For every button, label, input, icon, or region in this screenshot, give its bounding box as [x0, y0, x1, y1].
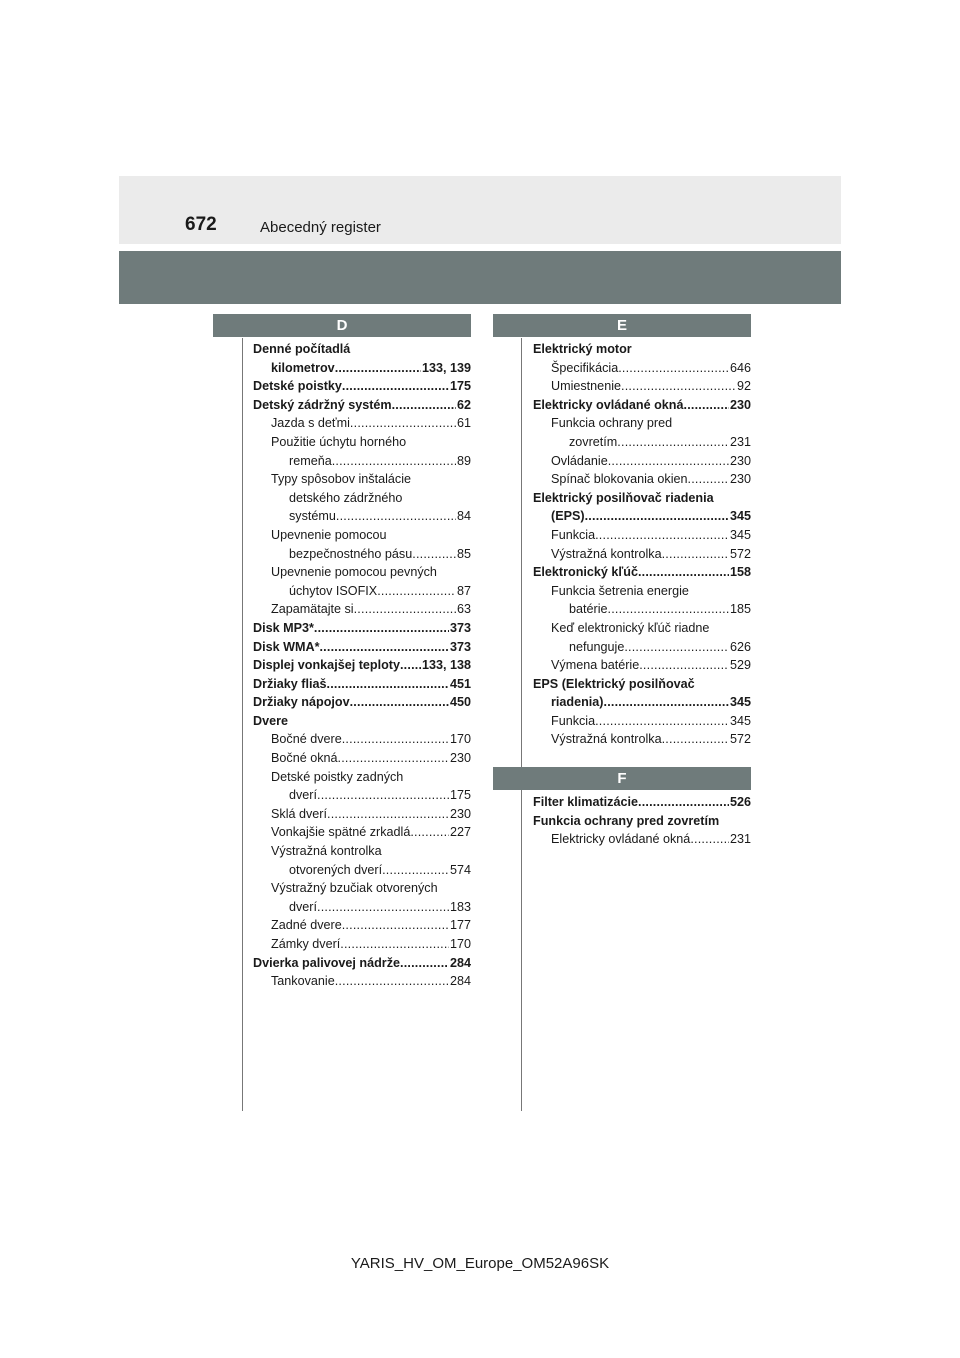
index-entry [253, 414, 471, 433]
entry-text: dverí [289, 788, 317, 803]
index-entry [533, 656, 751, 675]
entry-text: batérie [569, 602, 608, 617]
entry-text: Elektricky ovládané okná [551, 832, 691, 847]
dot-leader [604, 693, 729, 712]
dot-leader [684, 396, 729, 415]
entry-text: Dvere [253, 713, 289, 728]
dot-leader [400, 954, 449, 973]
index-entry [533, 340, 751, 359]
entry-text: Bočné dvere [271, 732, 342, 747]
index-entry [253, 898, 471, 917]
dot-leader [382, 861, 449, 880]
entry-text: úchytov ISOFIX [289, 583, 378, 598]
dot-leader [319, 638, 449, 657]
entry-text: otvorených dverí [289, 862, 383, 877]
entry-text: EPS (Elektrický posilňovač [533, 676, 695, 691]
dot-leader [342, 730, 449, 749]
document-code: YARIS_HV_OM_Europe_OM52A96SK [350, 1255, 610, 1272]
index-entry [253, 340, 471, 359]
index-entry [253, 526, 471, 545]
dot-leader [335, 972, 449, 991]
entry-page-number: 61 [456, 416, 471, 431]
dot-leader [595, 712, 729, 731]
index-entry [253, 359, 471, 378]
index-entry [253, 600, 471, 619]
index-entry [533, 793, 751, 812]
index-entry [533, 433, 751, 452]
dot-leader [327, 675, 449, 694]
entry-text: Zadné dvere [271, 918, 342, 933]
dot-leader [621, 377, 736, 396]
index-column-left [213, 314, 471, 991]
dot-leader [327, 805, 449, 824]
entry-page-number: 87 [456, 583, 471, 598]
index-entry [533, 452, 751, 471]
index-entry [253, 433, 471, 452]
entry-page-number: 574 [449, 862, 471, 877]
index-entry [253, 582, 471, 601]
index-entry [533, 693, 751, 712]
entry-page-number: 450 [449, 695, 471, 710]
section-gap [493, 749, 751, 767]
index-entry [253, 638, 471, 657]
entry-page-number: 373 [449, 639, 471, 654]
index-entry [253, 749, 471, 768]
entry-text: Zapamätajte si [271, 602, 354, 617]
entry-page-number: 183 [449, 899, 471, 914]
entry-page-number: 231 [729, 434, 751, 449]
entry-text: dverí [289, 899, 317, 914]
index-entry [253, 377, 471, 396]
entry-text: Upevnenie pomocou pevných [271, 565, 437, 580]
dot-leader [317, 786, 449, 805]
dot-leader [662, 545, 729, 564]
dot-leader [342, 916, 449, 935]
dot-leader [340, 935, 449, 954]
entry-text: Výstražný bzučiak otvorených [271, 881, 438, 896]
entry-text: Výstražná kontrolka [551, 732, 662, 747]
index-entry [253, 675, 471, 694]
entry-page-number: 373 [449, 620, 471, 635]
entry-page-number: 63 [456, 602, 471, 617]
entry-text: Elektrický motor [533, 342, 632, 356]
index-entry [533, 563, 751, 582]
entry-text: nefunguje [569, 639, 625, 654]
dot-leader [377, 582, 456, 601]
index-entries-d [253, 340, 471, 991]
dot-leader [617, 433, 729, 452]
dot-leader [354, 600, 456, 619]
index-entry [253, 786, 471, 805]
entry-text: Použitie úchytu horného [271, 434, 407, 449]
entry-text: Umiestnenie [551, 379, 621, 394]
entry-text: remeňa [289, 453, 332, 468]
entry-page-number: 451 [449, 676, 471, 691]
index-entry [533, 489, 751, 508]
index-entry [253, 972, 471, 991]
index-entry [253, 656, 471, 675]
entry-page-number: 170 [449, 732, 471, 747]
dot-leader [690, 830, 729, 849]
entry-text: Bočné okná [271, 751, 338, 766]
entry-page-number: 133, 138 [421, 658, 471, 673]
index-entry [533, 414, 751, 433]
entry-text: Zámky dverí [271, 937, 341, 951]
index-entry [253, 935, 471, 954]
entry-page-number: 230 [729, 453, 751, 468]
letter-heading-e: E [493, 314, 751, 337]
index-entry [253, 823, 471, 842]
index-entry [253, 712, 471, 731]
entry-page-number: 92 [736, 379, 751, 394]
index-entry [253, 805, 471, 824]
entry-page-number: 572 [729, 732, 751, 747]
index-entry [253, 768, 471, 787]
index-entry [533, 638, 751, 657]
entry-page-number: 185 [729, 602, 751, 617]
entry-text: Filter klimatizácie [533, 795, 638, 810]
index-entry [533, 812, 751, 831]
entry-page-number: 227 [449, 825, 471, 840]
entry-text: Tankovanie [271, 974, 335, 989]
dot-leader [624, 638, 729, 657]
entry-text: Elektronický kľúč [533, 565, 638, 580]
dot-leader [639, 656, 729, 675]
entry-page-number: 345 [729, 509, 751, 524]
dot-leader [350, 693, 449, 712]
entry-text: Denné počítadlá [253, 342, 351, 356]
entry-text: kilometrov [271, 360, 335, 375]
index-entry [253, 470, 471, 489]
index-entry [253, 730, 471, 749]
dot-leader [662, 730, 729, 749]
letter-heading-d: D [213, 314, 471, 337]
index-entry [253, 954, 471, 973]
entry-page-number: 170 [449, 937, 471, 951]
entry-page-number: 231 [729, 832, 751, 847]
entry-page-number: 133, 139 [421, 360, 471, 375]
entry-text: Sklá dverí [271, 806, 327, 821]
entry-text: Držiaky fliaš [253, 676, 327, 691]
section-title: Abecedný register [260, 219, 381, 236]
entry-page-number: 62 [456, 397, 471, 412]
index-entry [533, 470, 751, 489]
header-band [119, 251, 841, 304]
entry-text: Funkcia [551, 713, 596, 728]
entry-text: Funkcia šetrenia energie [551, 583, 689, 598]
entry-page-number: 284 [449, 955, 471, 970]
entry-text: bezpečnostného pásu [289, 546, 413, 561]
index-entry [253, 916, 471, 935]
dot-leader [342, 377, 449, 396]
dot-leader [638, 563, 729, 582]
index-entry [253, 489, 471, 508]
entry-text: Spínač blokovania okien [551, 472, 688, 487]
entry-text: Výstražná kontrolka [551, 546, 662, 561]
index-entry [253, 861, 471, 880]
index-entry [533, 377, 751, 396]
entry-text: Ovládanie [551, 453, 608, 468]
dot-leader [638, 793, 729, 812]
dot-leader [400, 656, 421, 675]
index-entry [533, 396, 751, 415]
entry-text: Disk WMA* [253, 639, 320, 654]
index-entry [253, 545, 471, 564]
entry-text: Dvierka palivovej nádrže [253, 955, 400, 970]
letter-heading-f: F [493, 767, 751, 790]
dot-leader [392, 396, 456, 415]
entry-page-number: 230 [449, 751, 471, 766]
index-entry [533, 675, 751, 694]
index-entry [533, 526, 751, 545]
entry-page-number: 230 [449, 806, 471, 821]
entry-page-number: 572 [729, 546, 751, 561]
index-entry [533, 730, 751, 749]
index-entry [253, 563, 471, 582]
index-entries-e [533, 340, 751, 749]
index-entries-f [533, 793, 751, 849]
entry-text: Detské poistky [253, 379, 342, 394]
index-entry [253, 693, 471, 712]
entry-page-number: 345 [729, 713, 751, 728]
entry-page-number: 626 [729, 639, 751, 654]
entry-page-number: 158 [729, 565, 751, 580]
entry-page-number: 230 [729, 397, 751, 412]
entry-text: riadenia) [551, 695, 604, 710]
entry-page-number: 177 [449, 918, 471, 933]
entry-page-number: 345 [729, 527, 751, 542]
index-entry [533, 830, 751, 849]
entry-text: Upevnenie pomocou [271, 527, 387, 542]
entry-text: Elektricky ovládané okná [533, 397, 684, 412]
page-number: 672 [185, 214, 217, 235]
dot-leader [332, 452, 456, 471]
entry-text: Detské poistky zadných [271, 769, 404, 784]
index-entry [533, 600, 751, 619]
entry-text: Funkcia ochrany pred [551, 416, 673, 431]
entry-text: Elektrický posilňovač riadenia [533, 490, 714, 505]
dot-leader [410, 823, 449, 842]
entry-page-number: 85 [456, 546, 471, 561]
entry-text: zovretím [569, 434, 618, 449]
entry-text: Funkcia ochrany pred zovretím [533, 813, 720, 828]
index-entry [253, 507, 471, 526]
entry-text: Špecifikácia [551, 360, 619, 375]
dot-leader [585, 507, 729, 526]
entry-text: Výstražná kontrolka [271, 844, 382, 859]
index-entry [253, 452, 471, 471]
index-entry [533, 582, 751, 601]
dot-leader [608, 452, 729, 471]
index-entry [253, 879, 471, 898]
entry-page-number: 89 [456, 453, 471, 468]
entry-text: Držiaky nápojov [253, 695, 350, 710]
dot-leader [338, 749, 449, 768]
index-column-right [493, 314, 751, 849]
entry-text: Jazda s deťmi [271, 416, 350, 431]
entry-text: Funkcia [551, 527, 596, 542]
index-entry [533, 712, 751, 731]
dot-leader [335, 359, 421, 378]
entry-page-number: 175 [449, 379, 471, 394]
entry-page-number: 529 [729, 658, 751, 673]
dot-leader [350, 414, 456, 433]
entry-text: detského zádržného [289, 490, 403, 505]
entry-page-number: 646 [729, 360, 751, 375]
entry-text: Disk MP3* [253, 620, 314, 635]
page-header [119, 176, 841, 244]
entry-page-number: 284 [449, 974, 471, 989]
dot-leader [412, 545, 456, 564]
entry-text: Vonkajšie spätné zrkadlá [271, 825, 411, 840]
entry-page-number: 526 [729, 795, 751, 810]
entry-text: Typy spôsobov inštalácie [271, 472, 412, 487]
dot-leader [688, 470, 729, 489]
dot-leader [608, 600, 729, 619]
entry-page-number: 84 [456, 509, 471, 524]
index-entry [253, 396, 471, 415]
dot-leader [317, 898, 449, 917]
dot-leader [336, 507, 456, 526]
index-entry [253, 619, 471, 638]
entry-text: Detský zádržný systém [253, 397, 392, 412]
index-entry [533, 507, 751, 526]
index-entry [533, 545, 751, 564]
entry-text: Výmena batérie [551, 658, 640, 673]
dot-leader [618, 359, 729, 378]
entry-page-number: 175 [449, 788, 471, 803]
entry-text: Keď elektronický kľúč riadne [551, 620, 710, 635]
index-entry [533, 359, 751, 378]
index-entry [533, 619, 751, 638]
entry-page-number: 230 [729, 472, 751, 487]
entry-text: Displej vonkajšej teploty [253, 658, 400, 673]
dot-leader [595, 526, 729, 545]
entry-text: systému [289, 509, 336, 524]
entry-page-number: 345 [729, 695, 751, 710]
index-entry [253, 842, 471, 861]
dot-leader [314, 619, 449, 638]
entry-text: (EPS) [551, 509, 585, 524]
